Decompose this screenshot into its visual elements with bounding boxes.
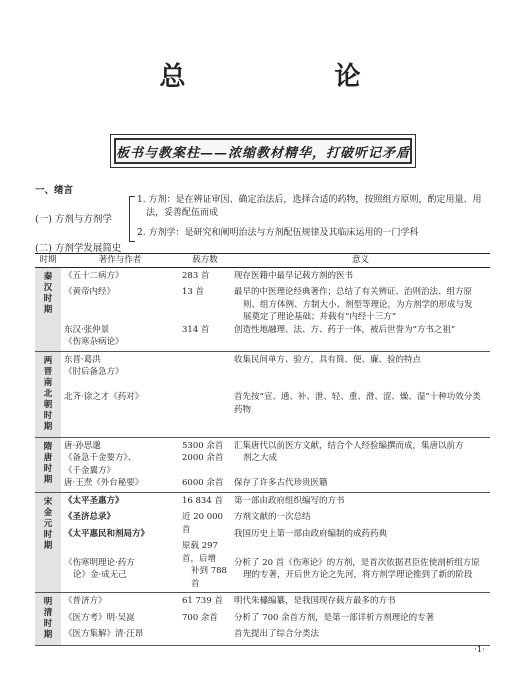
banner-frame <box>110 134 416 168</box>
period-cell: 宋金元时期 <box>35 492 61 593</box>
definition-item-1: 1. 方剂：是在辨证审因、确定治法后，选择合适的药物，按照组方原则，酌定用量、用 法，妥善配伍而成 <box>137 195 482 218</box>
period-cell: 明清时期 <box>35 593 61 646</box>
period-cell: 两晋南北朝时期 <box>35 351 61 437</box>
books-cell: 《太平圣惠方》 《圣济总录》 《太平惠民和剂局方》 《伤寒明理论·药方 论》金·成无己 <box>61 492 179 593</box>
page-number: ·1· <box>474 645 485 655</box>
banner-title: 板书与教案柱——浓缩教材精华，打破听记矛盾 <box>114 138 412 164</box>
history-table <box>35 253 490 646</box>
period-cell: 隋唐时期 <box>35 437 61 492</box>
period-cell: 秦汉时期 <box>35 267 61 351</box>
header-period: 时期 <box>35 254 61 268</box>
table-row <box>35 593 490 646</box>
table-row <box>35 267 490 351</box>
table-row <box>35 492 490 593</box>
page-title: 总 论 <box>159 62 431 92</box>
meaning-cell: 明代朱橚编纂，是我国现存载方最多的方书 分析了 700 余首方剂，是第一部详析方剂理论的专著 首先提出了综合分类法 <box>231 593 490 646</box>
meaning-cell: 第一部由政府组织编写的方书 方剂文献的一次总结 我国历史上第一部由政府编制的成药药典 分析了 20 首《伤寒论》的方剂，是首次依据君臣佐使剖析组方原 理的专著，开后世方论之先河，将方剂学理论推到了新的阶段 <box>231 492 490 593</box>
header-books: 著作与作者 <box>61 254 179 268</box>
header-meaning: 意义 <box>231 254 490 268</box>
meaning-cell: 收集民间单方、验方，具有简、便、廉、验的特点 首先按“宣、通、补、泄、轻、重、滑、涩、燥、湿”十种功效分类药物 <box>231 351 490 437</box>
definition-group <box>35 194 495 246</box>
section-heading-intro: 一、绪言 <box>35 185 74 196</box>
table-header-row <box>35 254 490 268</box>
header-count: 载方数 <box>179 254 231 268</box>
section-heading-history: (二) 方剂学发展简史 <box>35 243 122 254</box>
meaning-cell: 汇集唐代以前医方文献，结合个人经验编撰而成，集唐以前方 剂之大成 保存了许多古代珍贵医籍 <box>231 437 490 492</box>
count-cell: 16 834 首 近 20 000 首 原载 297 首，后增 补到 788 首 <box>179 492 231 593</box>
count-cell: 283 首 13 首 314 首 <box>179 267 231 351</box>
books-cell: 《五十二病方》 《黄帝内经》 东汉·张仲景 《伤寒杂病论》 <box>61 267 179 351</box>
definition-group-label: (一) 方剂与方剂学 <box>35 214 112 225</box>
books-cell: 东晋·葛洪 《肘后备急方》 北齐·徐之才《药对》 <box>61 351 179 437</box>
brace-bracket <box>129 196 135 242</box>
books-cell: 唐·孙思邈 《备急千金要方》、 《千金翼方》 唐·王焘《外台秘要》 <box>61 437 179 492</box>
meaning-cell: 现存医籍中最早记载方剂的医书 最早的中医理论经典著作；总结了有关辨证、治则治法、组方原 则、组方体例、方制大小、剂型等理论，为方剂学的形成与发 展奠定了理论基础；并载有“内经十三方” 创造性地融理、法、方、药于一体，被后世誉为“方书之祖” <box>231 267 490 351</box>
table-row <box>35 351 490 437</box>
books-cell: 《普济方》 《医方考》明·吴崑 《医方集解》清·汪昂 <box>61 593 179 646</box>
table-row <box>35 437 490 492</box>
count-cell <box>179 351 231 437</box>
definition-item-2: 2. 方剂学：是研究和阐明治法与方剂配伍规律及其临床运用的一门学科 <box>137 228 419 238</box>
count-cell: 5300 余首 2000 余首 6000 余首 <box>179 437 231 492</box>
count-cell: 61 739 首 700 余首 <box>179 593 231 646</box>
